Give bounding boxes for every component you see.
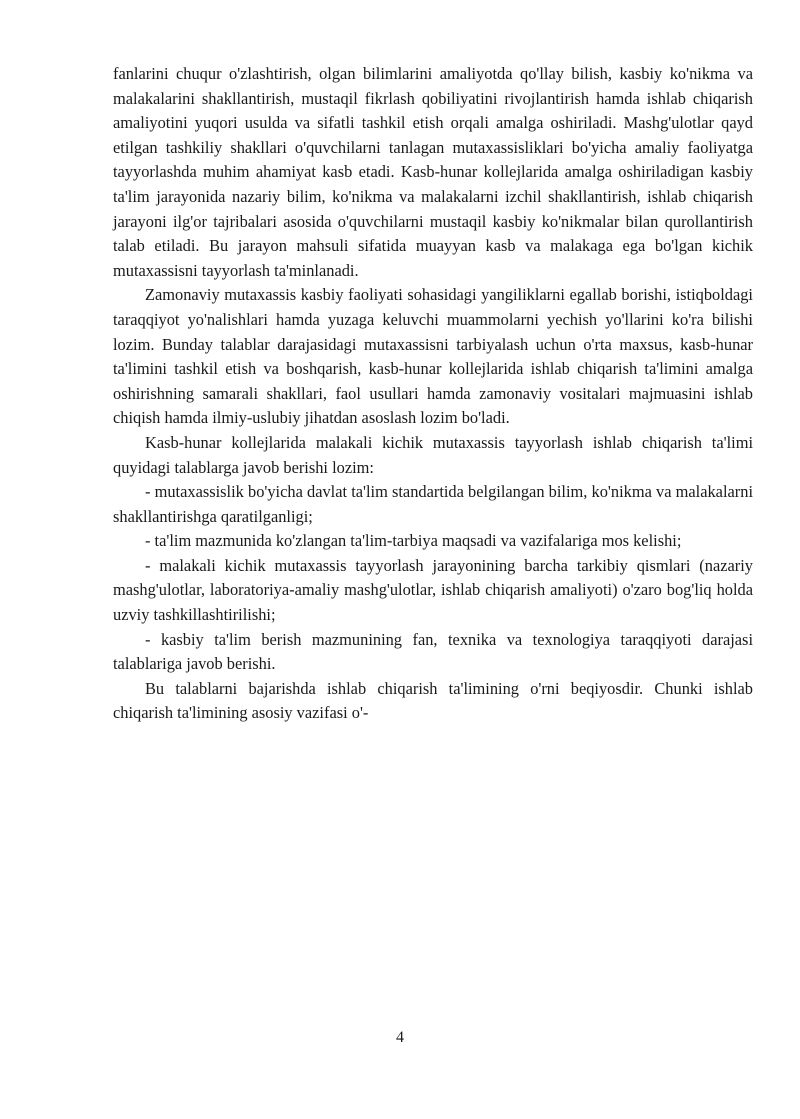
paragraph-requirements-intro: Kasb-hunar kollejlarida malakali kichik mutaxassis tayyorlash ishlab chiqarish ta'limi quyidagi talablarga javob berishi lozim: [113, 432, 753, 477]
list-item: - malakali kichik mutaxassis tayyorlash jarayonining barcha tarkibiy qismlari (nazariy mashg'ulotlar, laboratoriya-amaliy mashg'ulotlar, ishlab chiqarish amaliyoti) o'zaro bog'liq holda uzviy tashkillashtirilishi; [113, 555, 753, 625]
list-item: - kasbiy ta'lim berish mazmunining fan, texnika va texnologiya taraqqiyoti darajasi talablariga javob berishi. [113, 629, 753, 674]
paragraph-closing: Bu talablarni bajarishda ishlab chiqarish ta'limining o'rni beqiyosdir. Chunki ishlab chiqarish ta'limining asosiy vazifasi o'- [113, 678, 753, 723]
page-body [113, 62, 753, 726]
list-item: - mutaxassislik bo'yicha davlat ta'lim standartida belgilangan bilim, ko'nikma va malakalarni shakllantirishga qaratilganligi; [113, 482, 753, 526]
page-number: 4 [396, 1029, 404, 1046]
paragraph-modern-specialist: Zamonaviy mutaxassis kasbiy faoliyati sohasidagi yangiliklarni egallab borishi, istiqboldagi taraqqiyot yo'nalishlari hamda yuzaga keluvchi muammolarni yechish yo'llarini ko'ra bilishi lozim. Bunday talablar darajasidagi mutaxassisni tarbiyalash uchun o'rta maxsus, kasb-hunar ta'limini tashkil etish va boshqarish, kasb-hunar kollejlarida ishlab chiqarish ta'limini amalga oshirishning samarali shakllari, faol usullari hamda zamonaviy vositalari majmuasini ishlab chiqish hamda ilmiy-uslubiy jihatdan asoslash lozim bo'ladi. [113, 285, 753, 428]
list-item: - ta'lim mazmunida ko'zlangan ta'lim-tarbiya maqsadi va vazifalariga mos kelishi; [145, 531, 682, 551]
paragraph-intro: fanlarini chuqur o'zlashtirish, olgan bilimlarini amaliyotda qo'llay bilish, kasbiy ko'nikma va malakalarini shakllantirish, mustaqil fikrlash qobiliyatini rivojlantirish hamda ishlab chiqarish amaliyotini yuqori usulda va sifatli tashkil etish orqali amalga oshiriladi. Mashg'ulotlar qayd etilgan tashkiliy shakllari o'quvchilarni tanlagan mutaxassisliklari bo'yicha amaliy faoliyatga tayyorlashda muhim ahamiyat kasb etadi. Kasb-hunar kollejlarida amalga oshiriladigan kasbiy ta'lim jarayonida nazariy bilim, ko'nikma va malakalarni izchil shakllantirish, ishlab chiqarish jarayoni ilg'or tajribalari asosida o'quvchilarni mustaqil kasbiy ko'nikmalar bilan qurollantirish talab etiladi. Bu jarayon mahsuli sifatida muayyan kasb va malakaga ega bo'lgan kichik mutaxassisni tayyorlash ta'minlanadi. [113, 64, 753, 280]
